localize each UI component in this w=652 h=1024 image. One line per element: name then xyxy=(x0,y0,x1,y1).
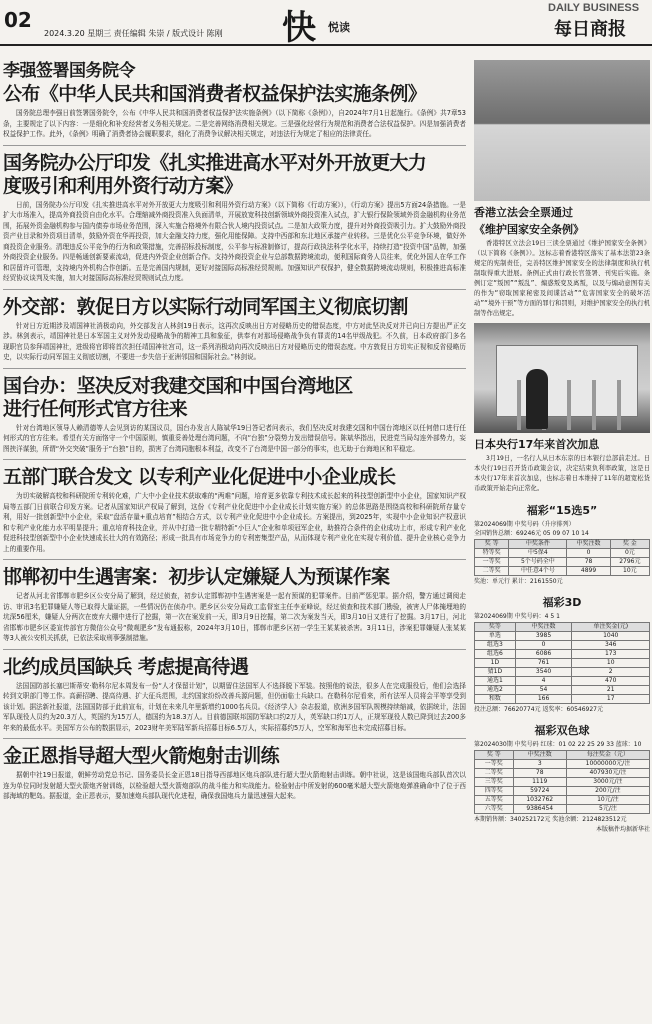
side-story1-body: 香港特区立法会19日三读全票通过《维护国家安全条例》（以下简称《条例》）。这标志着香港特区落实了基本法第23条规定的宪制责任，完善特区维护国家安全的法律制度和执行机制取得重大进展。条例正式由行政长官签署、刊宪后实施。条例订定“叛国”“叛乱”、煽惑叛变及离叛，以及与煽动意图有关的作为“窃取国家秘密及间谍活动”“危害国家安全的破坏活动”“境外干预”等方面的罪行和罚则，对维护国家安全的执行机制等作出规定。 xyxy=(474,240,650,317)
lottery-subtitle: 第2024030期 中奖号码 红球：01 02 22 25 29 33 蓝球：10 xyxy=(474,741,642,748)
table-row xyxy=(475,668,650,677)
lottery-table xyxy=(474,750,650,814)
article-title: 邯郸初中生遇害案：初步认定嫌疑人为预谋作案 xyxy=(3,566,390,588)
col-header: 奖 等 xyxy=(475,751,514,760)
lottery-ssq xyxy=(474,722,650,834)
cell: 1040 xyxy=(572,632,650,641)
divider xyxy=(3,649,466,650)
lottery-table xyxy=(474,539,650,576)
article-title-line1: 李强签署国务院令 xyxy=(3,61,135,81)
article-title-line1: 国台办：坚决反对我建交国和中国台湾地区 xyxy=(3,374,353,397)
table-row xyxy=(475,650,650,659)
cell: 59724 xyxy=(513,787,566,796)
divider xyxy=(3,559,466,560)
cell: 6086 xyxy=(515,650,572,659)
table-row xyxy=(475,695,650,704)
article-body: 据朝中社19日报道，朝鲜劳动党总书记、国务委员长金正恩18日指导西部地区炮兵部队进行超大型火箭炮射击训练。朝中社说，这是该国炮兵部队首次以连为单位同时发射超大型火箭炮齐射训练，以检验超大型火箭炮部队的战斗能力和实战能力。检验射击中所发射的600毫米超大型火箭炮炮弹准确命中了位于西部海域的靶岛。据报道，金正恩表示，要加速炮兵部队现代化进程，确保我国炮兵力量迅速强大起来。 xyxy=(3,771,466,800)
cell: 一等奖 xyxy=(475,558,509,567)
cell: 通选2 xyxy=(475,686,516,695)
cell: 346 xyxy=(572,641,650,650)
cell: 1119 xyxy=(513,778,566,787)
article-patent-sme xyxy=(3,466,466,560)
cell: 3000元/注 xyxy=(566,778,649,787)
cell: 组选3 xyxy=(475,641,516,650)
cell: 761 xyxy=(515,659,572,668)
article-title: 外交部：敦促日方以实际行动同军国主义彻底切割 xyxy=(3,295,408,318)
page-number: 02 xyxy=(4,8,32,32)
paper-name-en: DAILY BUSINESS xyxy=(548,2,640,14)
cell: 10元 xyxy=(610,567,649,576)
cell: 10 xyxy=(572,659,650,668)
cell: 五等奖 xyxy=(475,796,514,805)
article-title-line1: 国务院办公厅印发《扎实推进高水平对外开放更大力 xyxy=(3,151,427,174)
divider xyxy=(3,145,466,146)
side-story2-body: 3月19日，一名行人从日本东京的日本银行总部前走过。日本央行19日召开货币政策会议，决定结束负利率政策，这是日本央行17年来首次加息，也标志着日本维持了11年的超宽松货币政策开始走向正常化。 xyxy=(474,455,650,492)
cell: 中5保4 xyxy=(509,549,567,558)
main-column xyxy=(0,60,470,1024)
col-header: 每注奖金（元） xyxy=(566,751,649,760)
cell: 组选6 xyxy=(475,650,516,659)
table-row xyxy=(475,778,650,787)
col-header: 奖 金 xyxy=(610,540,649,549)
cell: 200元/注 xyxy=(566,787,649,796)
article-consumer-law xyxy=(3,60,466,146)
cell: 1D xyxy=(475,659,516,668)
col-header: 中奖条件 xyxy=(509,540,567,549)
cell: 2796元 xyxy=(610,558,649,567)
cell: 和数 xyxy=(475,695,516,704)
cell: 407930元/注 xyxy=(566,769,649,778)
cell: 四等奖 xyxy=(475,787,514,796)
cell: 4 xyxy=(515,677,572,686)
cell: 通选1 xyxy=(475,677,516,686)
lottery-footer: 投注总额：76620774元 返奖率：60546927元 xyxy=(474,706,603,713)
cell: 78 xyxy=(567,558,610,567)
article-title-line2: 进行任何形式官方往来 xyxy=(3,397,188,420)
article-body: 记者从河北省邯郸市肥乡区公安分局了解到，经过侦查，初步认定邯郸初中生遇害案是一起有预谋的犯罪案件。目前严惩犯罪。据介绍，警方通过调阅走访、审讯3名犯罪嫌疑人等已取得大量证据，一些情况仍在侦办中。肥乡区公安分局政工监督室主任李亚峰说，经过侦查和技术部门勘验，被害人尸体掩埋地的坑深56厘米，嫌疑人分两次在废弃大棚中进行了挖掘，第一次在案发前一天，即3月9日挖掘，第二次为案发当天，即3月10日又进行了挖掘。3月17日，河北省邯郸市肥乡区委宣传部官方微信公众号“微观肥乡”发布通报称，2024年3月10日，邯郸市肥乡区初一学生王某某被杀害。3月11日，涉案犯罪嫌疑人张某某等3人被公安机关抓获，已依法采取刑事强制措施。 xyxy=(3,592,466,642)
col-header: 中奖注数 xyxy=(515,623,572,632)
cell: 三等奖 xyxy=(475,778,514,787)
table-row xyxy=(475,796,650,805)
building-illustration xyxy=(496,345,638,417)
cell: 470 xyxy=(572,677,650,686)
article-title-line2: 度吸引和利用外资行动方案》 xyxy=(3,174,243,197)
article-handan-case xyxy=(3,566,466,650)
divider xyxy=(3,738,466,739)
source-note: 本版稿件均据新华社 xyxy=(595,826,650,833)
cell: 17 xyxy=(572,695,650,704)
cell: 特等奖 xyxy=(475,549,509,558)
col-header: 奖等 xyxy=(475,623,516,632)
divider xyxy=(3,289,466,290)
side-story1-title-line1: 香港立法会全票通过 xyxy=(474,206,573,219)
cell: 9386454 xyxy=(513,805,566,814)
cell: 5个号码全中 xyxy=(509,558,567,567)
article-title: 金正恩指导超大型火箭炮射击训练 xyxy=(3,745,280,767)
article-foreign-investment xyxy=(3,152,466,290)
article-nato-troops xyxy=(3,656,466,740)
table-row xyxy=(475,641,650,650)
cell: 二等奖 xyxy=(475,769,514,778)
table-row xyxy=(475,686,650,695)
paper-name-cn: 每日商报 xyxy=(554,19,626,40)
lottery-title: 福彩双色球 xyxy=(534,724,590,737)
table-row xyxy=(475,659,650,668)
issue-meta: 2024.3.20 星期三 责任编辑 朱崇 / 版式设计 陈刚 xyxy=(44,29,223,38)
cell: 二等奖 xyxy=(475,567,509,576)
cell: 10000000元/注 xyxy=(566,760,649,769)
table-row xyxy=(475,558,650,567)
lottery-subtitle: 第2024069期 中奖号码（升序排列） xyxy=(474,521,575,528)
divider xyxy=(3,368,466,369)
col-header: 中奖注数 xyxy=(513,751,566,760)
cell: 173 xyxy=(572,650,650,659)
table-row xyxy=(475,549,650,558)
article-body: 日前，国务院办公厅印发《扎实推进高水平对外开放更大力度吸引和利用外资行动方案》（以下简称《行动方案》），《行动方案》提出5方面24条措施。一是扩大市场准入，提高外商投资自由化水平。合理缩减外商投资准入负面清单，开展放宽科技创新领域外商投资准入试点，扩大银行保险领域外资金融机构业务范围，拓展外资金融机构参与国内债券市场业务范围，深入实施合格境外有限合伙人境内投资试点。二是加大政策力度，提升对外商投资吸引力。扩大鼓励外商投资产业目录和外资项目清单，鼓励外资在华再投资，加大金融支持力度，强化用能保障。支持中西部和东北地区承接产业转移。三是优化公平竞争环境，做好外商投资企业服务。清理违反公平竞争的行为和政策措施，完善招标投标制度，公平参与标准制修订，提高行政执法科学化水平，持续打造“投资中国”品牌，加强外商投资企业服务。四是畅通创新要素流动，促进内外资企业创新合作。支持外商投资企业与总部数据跨境流动，便利国际商务人员往来，优化外国人在华工作和居留许可管理，支持境内外机构合作创新。五是完善国内规制，更好对接国际高标准经贸规则。加强知识产权保护，健全数据跨境流动规则，积极推进高标准经贸协议谈判及实施，加大对接国际高标准经贸规则试点力度。 xyxy=(3,200,466,282)
lottery-15x5 xyxy=(474,502,650,586)
col-header: 中奖注数 xyxy=(567,540,610,549)
article-title: 北约成员国缺兵 考虑提高待遇 xyxy=(3,655,249,678)
table-row xyxy=(475,677,650,686)
section-name: 悦读 xyxy=(328,21,350,34)
col-header: 单注奖金(元) xyxy=(572,623,650,632)
table-row xyxy=(475,567,650,576)
lottery-3d xyxy=(474,594,650,714)
cell: 一等奖 xyxy=(475,760,514,769)
hk-legco-photo xyxy=(474,60,650,201)
cell: 54 xyxy=(515,686,572,695)
cell: 单选 xyxy=(475,632,516,641)
lottery-title: 福彩3D xyxy=(542,596,582,609)
divider xyxy=(3,459,466,460)
article-body: 国务院总理李强日前签署国务院令，公布《中华人民共和国消费者权益保护法实施条例》（以下简称《条例》），自2024年7月1日起施行。《条例》共7章53条，主要规定了以下内容：一是细化和补充经营者义务相关规定。二是完善网络消费相关规定。三是强化经营行为规范和消费者合法权益保护。四是加强消费者权益保护工作。此外，《条例》明确了消费者协会履职要求，细化了消费争议解决相关规定，对违法行为规定了相应的法律责任。 xyxy=(3,109,466,138)
cell: 21 xyxy=(572,686,650,695)
cell: 0元 xyxy=(610,549,649,558)
article-taiwan-office xyxy=(3,375,466,461)
cell: 78 xyxy=(513,769,566,778)
cell: 5元/注 xyxy=(566,805,649,814)
lottery-footer: 本期销售额：340252172元 奖池余额：2124823512元 xyxy=(474,816,627,823)
side-column xyxy=(474,60,650,1024)
lottery-numbers: 全国销售总额：69246元 05 09 07 10 14 xyxy=(474,530,589,537)
cell: 2 xyxy=(572,668,650,677)
article-body: 法国国防部长塞巴斯蒂安·勒科尔尼本周发布一份“人才保留计划”，以期留住法国军人不选择脱下军装。按照他的说法，很多人在完成服役后，他们会选择转到文职部门等工作。高薪招聘、提高待遇、扩大征兵范围，北约国家纷纷改善兵源问题，但仍面临士兵缺口。在勒科尔尼看来，所有法军人员将会平等享受到该计划。据法新社报道，法国国防部于此前宣布，计划在未来几年里新增约1000名兵员。《经济学人》杂志报道，欧洲多国军队规模持续缩减，依据统计，法国军队现役人员约为20.3万人，英国约为15万人，德国约为18.3万人。目前德国联邦国防军缺口约2万人，英军缺口约1万人，正规军现役人数已降到过去200多年来的最低水平。美国军方公布的数据显示，2023财年美军陆军新兵招募目标6.5万人，实际招募约5万人，空军和海军也未完成招募目标。 xyxy=(3,681,466,732)
article-body: 针对日方近期涉及靖国神社消极动向，外交部发言人林剑19日表示，这再次反映出日方对侵略历史的错误态度，中方对此坚决反对并已向日方提出严正交涉。林剑表示，靖国神社是日本军国主义对外发动侵略战争的精神工具和象征，供奉有对那场侵略战争负有罪责的14名甲级战犯。不久前，日本政府部门多名现职官员参拜靖国神社，进级将官即将首次担任靖国神社宫司，这一系列消极动向再次反映出日方对侵略历史的错误态度。中方敦促日方切实正视和反省侵略历史，以实际行动同军国主义彻底切割，不要进一步失信于亚洲邻国和国际社会。”林剑说。 xyxy=(3,321,466,361)
lottery-title: 福彩“15选5” xyxy=(526,504,598,517)
article-body: 针对台湾地区领导人赖清德等人会见到访的某国议员，国台办发言人陈斌华19日答记者问表示，我们坚决反对我建交国和中国台湾地区以任何借口进行任何形式的官方往来。希望有关方面恪守一个中国原则，慎重妥善处理台湾问题，不向“台独”分裂势力发出错误信号。陈斌华指出，民进党当局勾连外部势力，妄图挟洋谋独，所谓“外交突破”服务于“台独”目的，损害了台湾同胞根本利益，改变不了台湾是中国一部分的事实，也无助于台海地区和平稳定。 xyxy=(3,423,466,453)
cell: 1032762 xyxy=(513,796,566,805)
article-mfa xyxy=(3,296,466,369)
cell: 六等奖 xyxy=(475,805,514,814)
cell: 中任意4个号 xyxy=(509,567,567,576)
table-row xyxy=(475,760,650,769)
side-story1-title-line2: 《维护国家安全条例》 xyxy=(474,223,584,236)
article-kim-rocket xyxy=(3,745,466,802)
cell: 3985 xyxy=(515,632,572,641)
table-row xyxy=(475,769,650,778)
cell: 3540 xyxy=(515,668,572,677)
pedestrian-figure xyxy=(526,369,548,429)
cell: 10元/注 xyxy=(566,796,649,805)
cell: 4899 xyxy=(567,567,610,576)
cell: 0 xyxy=(515,641,572,650)
col-header: 奖 等 xyxy=(475,540,509,549)
article-body: 为切实破解高校和科研院所专利转化难，广大中小企业技术获取难的“两难”问题，培育更多依靠专利技术成长起来的科技型创新型中小企业，国家知识产权局等五部门日前联合印发方案。记者从国家知识产权局了解到，这份《专利产业化促进中小企业成长计划实施方案》的总体思路是围绕高校和科研院所存量专利，用好一批创新型中小企业，采取“盘活存量+重点培育”相结合方式，以专利产业化促进中小企业成长。方案提出，到2025年，实现中小企业知识产权意识和专利产业化能力水平明显提升；重点培育科技企业，并从中打造一批专精特新“小巨人”企业和单项冠军企业，助推符合条件的企业成功上市，形成专利产业化促进科技型创新型中小企业快速成长壮大的有效路径；形成一批具有市场竞争力的专利密集型产品，从而体现专利产业化在实现专利价值、提升企业核心竞争力上的重要作用。 xyxy=(3,492,466,553)
article-title: 五部门联合发文 以专利产业化促进中小企业成长 xyxy=(3,466,396,488)
cell: 0 xyxy=(567,549,610,558)
table-row xyxy=(475,632,650,641)
cell: 166 xyxy=(515,695,572,704)
section-char: 快 xyxy=(282,8,314,48)
lottery-subtitle: 第2024069期 中奖号码：4 5 1 xyxy=(474,613,560,620)
lottery-table xyxy=(474,622,650,704)
lottery-footer: 奖池：单元行 累计：2161550元 xyxy=(474,578,563,585)
side-story2-title: 日本央行17年来首次加息 xyxy=(474,438,600,451)
article-title-line2: 公布《中华人民共和国消费者权益保护法实施条例》 xyxy=(3,83,427,105)
page-header xyxy=(0,0,652,46)
boj-photo xyxy=(474,323,650,433)
table-row xyxy=(475,787,650,796)
cell: 猜1D xyxy=(475,668,516,677)
cell: 3 xyxy=(513,760,566,769)
table-row xyxy=(475,805,650,814)
